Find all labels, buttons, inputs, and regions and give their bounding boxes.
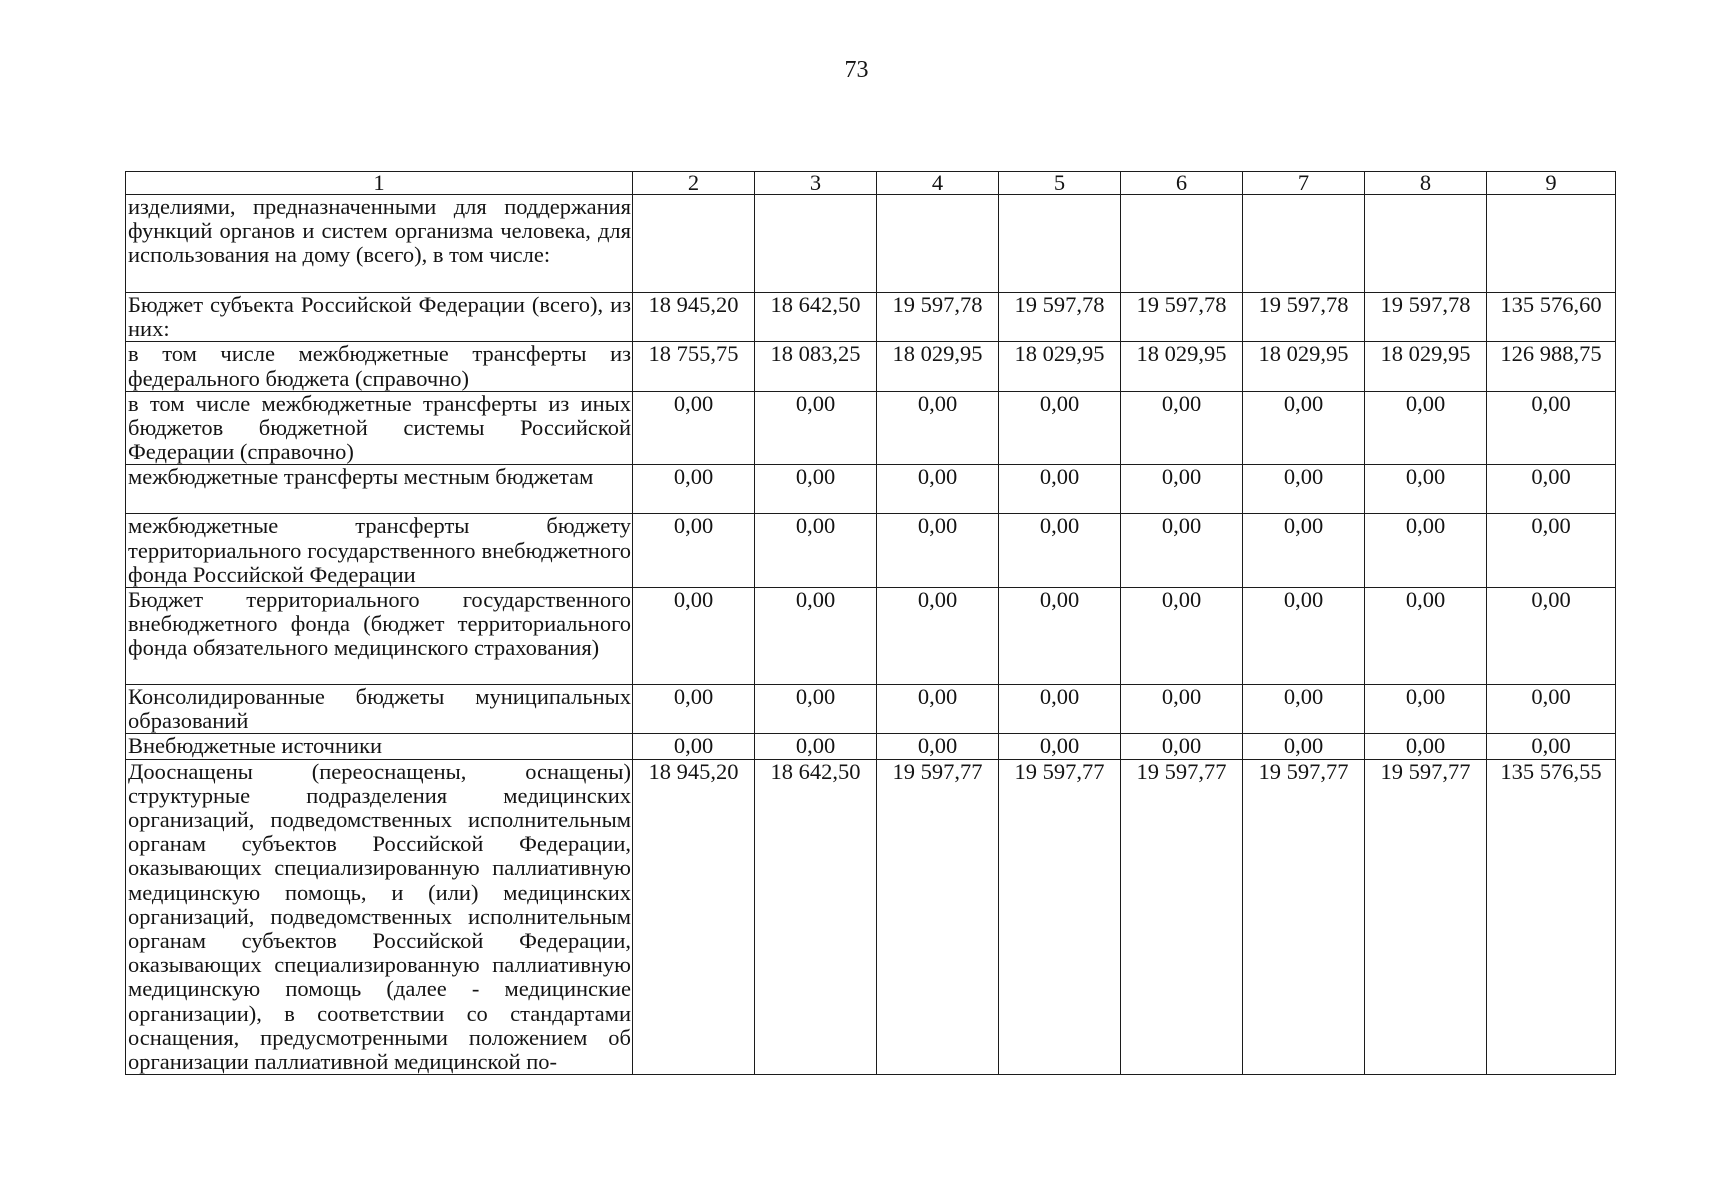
column-header: 7: [1243, 172, 1365, 195]
column-header: 1: [126, 172, 633, 195]
table-cell: 18 029,95: [999, 342, 1121, 391]
table-cell: 19 597,77: [1243, 759, 1365, 1075]
column-header: 6: [1121, 172, 1243, 195]
table-cell: 0,00: [999, 734, 1121, 759]
table-cell: 19 597,78: [877, 293, 999, 342]
column-header: 2: [633, 172, 755, 195]
table-cell: 0,00: [1121, 734, 1243, 759]
table-cell: 0,00: [877, 391, 999, 465]
row-label: Внебюджетные источники: [126, 734, 633, 759]
table-cell: 19 597,77: [877, 759, 999, 1075]
row-label: изделиями, предназначенными для поддержания функций органов и систем организма человека, для использования на дому (всего), в том числе:: [126, 195, 633, 293]
table-cell: 0,00: [755, 391, 877, 465]
table-row: [126, 342, 1616, 391]
table-cell: [633, 195, 755, 293]
table-cell: 0,00: [877, 465, 999, 514]
table-cell: [755, 195, 877, 293]
table-cell: 18 029,95: [1243, 342, 1365, 391]
table-cell: 18 029,95: [1365, 342, 1487, 391]
table-cell: 0,00: [1243, 391, 1365, 465]
table-cell: 0,00: [877, 685, 999, 734]
column-header: 3: [755, 172, 877, 195]
table-body: [126, 172, 1616, 1075]
table-cell: 0,00: [1365, 465, 1487, 514]
table-cell: 0,00: [1365, 685, 1487, 734]
table-row: [126, 293, 1616, 342]
table-cell: 19 597,77: [1121, 759, 1243, 1075]
table-cell: 0,00: [633, 588, 755, 685]
table-row: [126, 759, 1616, 1075]
column-header: 8: [1365, 172, 1487, 195]
table-cell: 19 597,77: [1365, 759, 1487, 1075]
table-cell: [1487, 195, 1616, 293]
row-label: в том числе межбюджетные трансферты из иных бюджетов бюджетной системы Российской Федерации (справочно): [126, 391, 633, 465]
table-cell: 18 755,75: [633, 342, 755, 391]
row-label: Бюджет субъекта Российской Федерации (всего), из них:: [126, 293, 633, 342]
table-cell: 18 083,25: [755, 342, 877, 391]
table-cell: 0,00: [1121, 588, 1243, 685]
table-cell: [1243, 195, 1365, 293]
table-cell: 0,00: [1121, 514, 1243, 588]
table-cell: 0,00: [1365, 391, 1487, 465]
table-cell: 18 029,95: [877, 342, 999, 391]
table-cell: 18 945,20: [633, 293, 755, 342]
table-cell: 0,00: [1365, 514, 1487, 588]
table-cell: 18 642,50: [755, 293, 877, 342]
table-cell: 19 597,78: [1121, 293, 1243, 342]
table-cell: 18 029,95: [1121, 342, 1243, 391]
column-header: 4: [877, 172, 999, 195]
table-cell: 0,00: [1487, 514, 1616, 588]
table-cell: 0,00: [1243, 588, 1365, 685]
table-cell: 0,00: [1243, 514, 1365, 588]
table-cell: 0,00: [877, 588, 999, 685]
table-cell: 0,00: [1243, 465, 1365, 514]
row-label: в том числе межбюджетные трансферты из федерального бюджета (справочно): [126, 342, 633, 391]
table-cell: 0,00: [1121, 391, 1243, 465]
column-header: 9: [1487, 172, 1616, 195]
table-row: [126, 391, 1616, 465]
budget-table: [125, 171, 1616, 1075]
table-cell: 18 945,20: [633, 759, 755, 1075]
table-cell: 0,00: [1121, 685, 1243, 734]
table-cell: 0,00: [1121, 465, 1243, 514]
table-cell: 0,00: [877, 514, 999, 588]
table-row: [126, 195, 1616, 293]
row-label: межбюджетные трансферты местным бюджетам: [126, 465, 633, 514]
table-cell: 19 597,78: [1365, 293, 1487, 342]
table-cell: 0,00: [1243, 685, 1365, 734]
column-header: 5: [999, 172, 1121, 195]
table-row: [126, 734, 1616, 759]
table-cell: 135 576,55: [1487, 759, 1616, 1075]
table-cell: 19 597,78: [1243, 293, 1365, 342]
table-cell: 0,00: [1487, 465, 1616, 514]
table-cell: 0,00: [1487, 685, 1616, 734]
table-cell: 135 576,60: [1487, 293, 1616, 342]
table-row: [126, 514, 1616, 588]
table-row: [126, 465, 1616, 514]
table-cell: 0,00: [1487, 391, 1616, 465]
row-label: Дооснащены (переоснащены, оснащены) структурные подразделения медицинских организаций, подведомственных исполнительным органам субъектов Российской Федерации, оказывающих специализированную паллиативную медицинскую помощь, и (или) медицинских организаций, подведомственных исполнительным органам субъектов Российской Федерации, оказывающих специализированную паллиативную медицинскую помощь (далее - медицинские организации), в соответствии со стандартами оснащения, предусмотренными положением об организации паллиативной медицинской по-: [126, 759, 633, 1075]
table-cell: 0,00: [999, 685, 1121, 734]
table-cell: [999, 195, 1121, 293]
row-label: Бюджет территориального государственного внебюджетного фонда (бюджет территориального фонда обязательного медицинского страхования): [126, 588, 633, 685]
table-cell: 0,00: [633, 391, 755, 465]
table-cell: 0,00: [1487, 588, 1616, 685]
row-label: межбюджетные трансферты бюджету территориального государственного внебюджетного фонда Российской Федерации: [126, 514, 633, 588]
table-cell: 0,00: [755, 734, 877, 759]
table-cell: 0,00: [755, 514, 877, 588]
table-cell: 0,00: [999, 391, 1121, 465]
table-cell: 0,00: [755, 685, 877, 734]
table-cell: [877, 195, 999, 293]
header-row: [126, 172, 1616, 195]
table-cell: 0,00: [1365, 734, 1487, 759]
table-cell: 0,00: [1487, 734, 1616, 759]
table-cell: 0,00: [633, 685, 755, 734]
table-cell: [1365, 195, 1487, 293]
table-cell: 0,00: [999, 588, 1121, 685]
table-cell: 18 642,50: [755, 759, 877, 1075]
table-cell: 0,00: [999, 514, 1121, 588]
table-cell: 0,00: [1243, 734, 1365, 759]
table-cell: 19 597,77: [999, 759, 1121, 1075]
table-cell: 0,00: [755, 588, 877, 685]
table-cell: 19 597,78: [999, 293, 1121, 342]
table-cell: 0,00: [877, 734, 999, 759]
table-cell: [1121, 195, 1243, 293]
row-label: Консолидированные бюджеты муниципальных образований: [126, 685, 633, 734]
table-cell: 0,00: [1365, 588, 1487, 685]
table-cell: 0,00: [633, 734, 755, 759]
page-number: 73: [844, 57, 869, 83]
table-cell: 0,00: [755, 465, 877, 514]
table-row: [126, 588, 1616, 685]
table-cell: 0,00: [633, 514, 755, 588]
table-cell: 126 988,75: [1487, 342, 1616, 391]
table-row: [126, 685, 1616, 734]
table-cell: 0,00: [633, 465, 755, 514]
table-cell: 0,00: [999, 465, 1121, 514]
